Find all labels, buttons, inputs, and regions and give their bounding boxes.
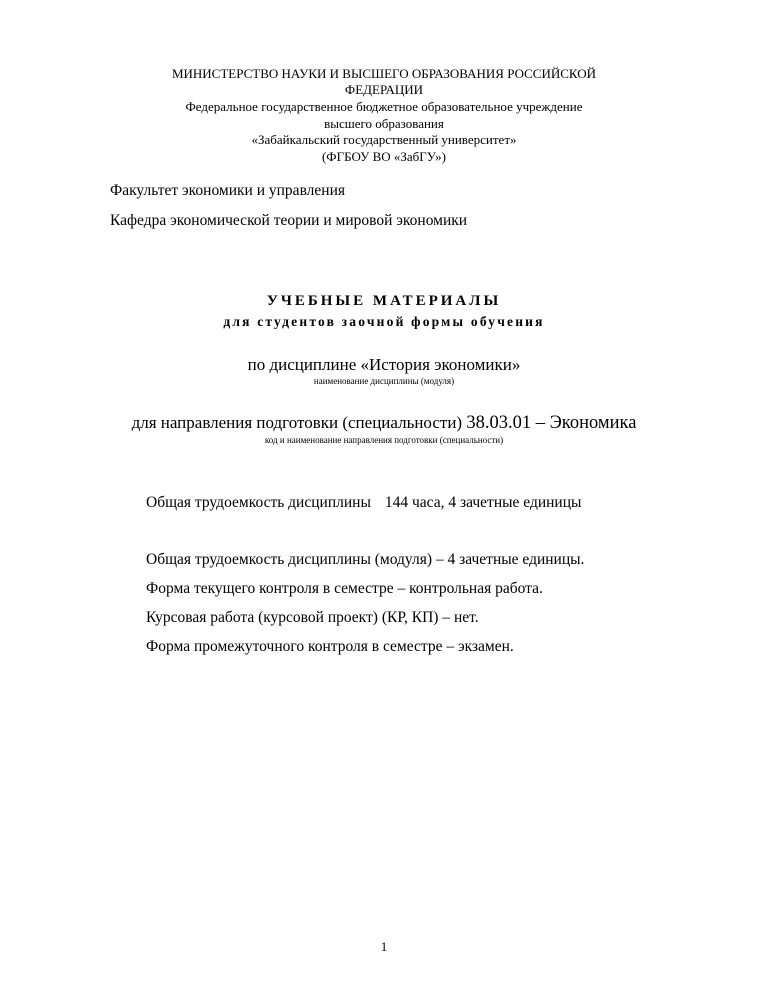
workload-value: 144 часа, 4 зачетные единицы [384, 494, 582, 511]
institution-type-line-2: высшего образования [324, 116, 444, 131]
detail-intermediate-control: Форма промежуточного контроля в семестре – экзамен. [146, 638, 514, 655]
page-number: 1 [380, 939, 388, 954]
ministry-line-2: ФЕДЕРАЦИИ [344, 82, 424, 97]
university-name: «Забайкальский государственный университет» [251, 132, 517, 147]
workload-line [146, 494, 581, 512]
discipline-line [0, 355, 768, 375]
discipline-suffix: » [511, 355, 521, 374]
direction-code: 38.03.01 – Экономика [466, 413, 637, 433]
detail-coursework: Курсовая работа (курсовой проект) (КР, КП) – нет. [146, 609, 479, 626]
direction-prefix: для направления подготовки (специальности) [131, 413, 467, 432]
workload-label: Общая трудоемкость дисциплины [146, 494, 371, 511]
institution-type-line-1: Федеральное государственное бюджетное образовательное учреждение [185, 99, 583, 114]
discipline-caption: наименование дисциплины (модуля) [313, 376, 455, 386]
direction-caption: код и наименование направления подготовки (специальности) [264, 435, 504, 445]
document-subtitle: для студентов заочной формы обучения [223, 314, 545, 329]
document-title: УЧЕБНЫЕ МАТЕРИАЛЫ [266, 293, 502, 309]
detail-total-workload: Общая трудоемкость дисциплины (модуля) – 4 зачетные единицы. [146, 551, 585, 568]
faculty-name: Факультет экономики и управления [110, 182, 346, 199]
detail-current-control: Форма текущего контроля в семестре – контрольная работа. [146, 580, 543, 597]
department-name: Кафедра экономической теории и мировой экономики [110, 212, 468, 229]
discipline-name: История экономики [369, 355, 512, 374]
ministry-line-1: МИНИСТЕРСТВО НАУКИ И ВЫСШЕГО ОБРАЗОВАНИЯ РОССИЙСКОЙ [171, 66, 597, 81]
direction-line [0, 413, 768, 434]
university-abbreviation: (ФГБОУ ВО «ЗабГУ») [321, 149, 447, 164]
discipline-prefix: по дисциплине « [247, 355, 370, 374]
